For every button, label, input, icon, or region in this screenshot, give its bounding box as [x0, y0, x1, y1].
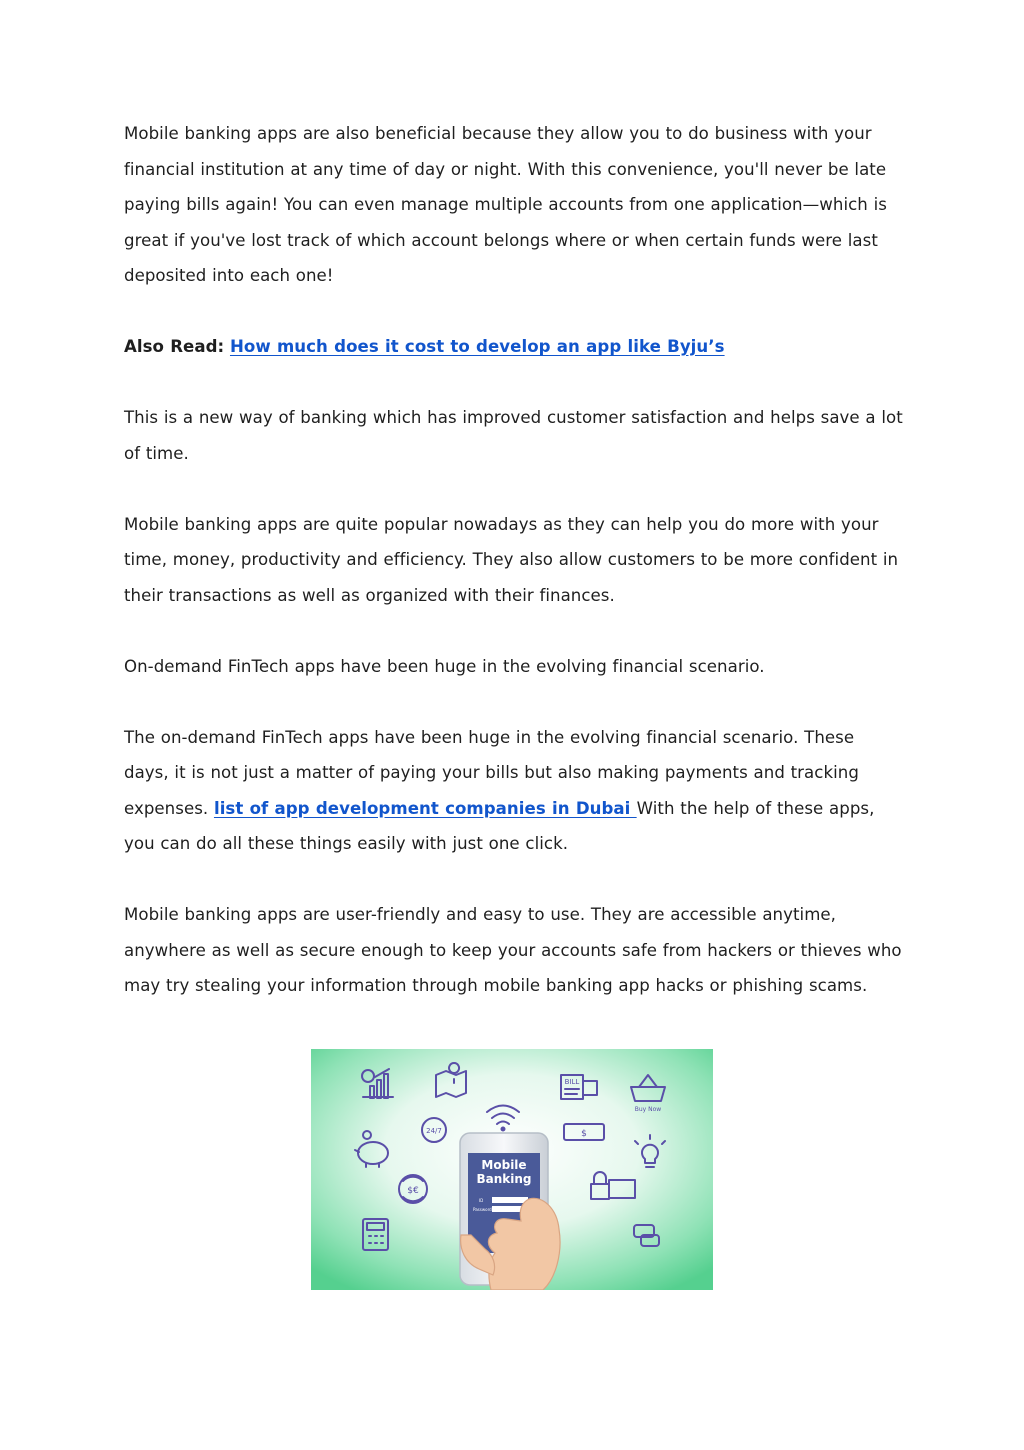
screen-title-line1: Mobile — [481, 1158, 527, 1172]
paragraph-new-way: This is a new way of banking which has improved customer satisfaction and helps save a lot of time. — [124, 408, 903, 463]
paragraph-fintech — [124, 720, 904, 862]
paragraph-user-friendly: Mobile banking apps are user-friendly and easy to use. They are accessible anytime, anywhere as well as secure enough to keep your accounts safe from hackers or thieves who may try stealing your information through mobile banking app hacks or phishing scams. — [124, 905, 902, 995]
field-id-label: ID — [479, 1198, 484, 1203]
also-read-label: Also Read: — [124, 337, 225, 356]
bill-label: BILL — [564, 1078, 580, 1086]
clock-label: 24/7 — [426, 1127, 442, 1135]
svg-text:$€: $€ — [407, 1186, 419, 1196]
screen-title-line2: Banking — [476, 1172, 532, 1186]
dubai-companies-link[interactable]: list of app development companies in Dubai — [213, 798, 637, 818]
article-body — [124, 116, 904, 1004]
fintech-text-end: With the help of these apps, you can do all these things easily with just one click. — [124, 798, 875, 853]
id-field — [492, 1197, 528, 1203]
paragraph-on-demand: On-demand FinTech apps have been huge in the evolving financial scenario. — [124, 656, 765, 676]
also-read-line — [124, 329, 904, 365]
mobile-banking-illustration — [311, 1049, 713, 1290]
buy-label: Buy Now — [634, 1106, 662, 1113]
fintech-text-start: The on-demand FinTech apps have been huge in the evolving financial scenario. These days, it is not just a matter of paying your bills but also making payments and tracking expenses. — [124, 727, 859, 818]
also-read-link[interactable]: How much does it cost to develop an app like Byju’s — [229, 337, 725, 356]
money-label: $ — [581, 1129, 587, 1139]
paragraph-convenience: Mobile banking apps are also beneficial because they allow you to do business with your financial institution at any time of day or night. With this convenience, you'll never be late paying bills again! You can even manage multiple accounts from one application—which is great if you've lost track of which account belongs where or when certain funds were last deposited into each one! — [124, 124, 887, 285]
paragraph-popular: Mobile banking apps are quite popular nowadays as they can help you do more with your time, money, productivity and efficiency. They also allow customers to be more confident in their transactions as well as organized with their finances. — [124, 514, 899, 605]
field-password-label: Password — [473, 1207, 492, 1212]
illustration-svg — [311, 1049, 713, 1290]
